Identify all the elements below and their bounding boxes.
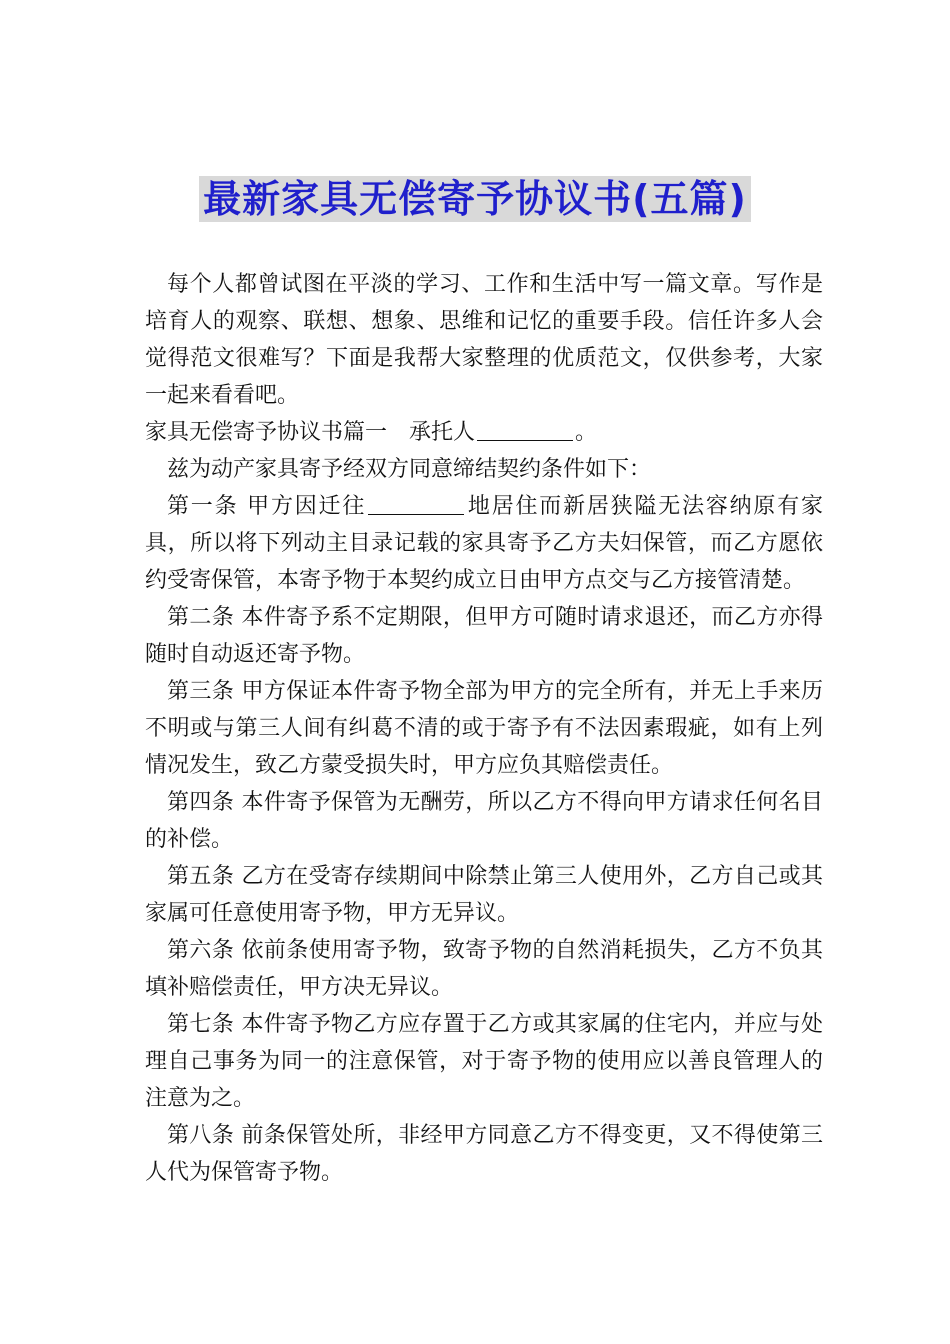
article-1-prefix: 第一条 甲方因迁往 <box>167 494 367 519</box>
document-title: 最新家具无偿寄予协议书(五篇) <box>199 176 751 222</box>
document-body <box>145 266 823 1191</box>
article-4: 第四条 本件寄予保管为无酬劳，所以乙方不得向甲方请求任何名目的补偿。 <box>145 790 823 852</box>
title-container <box>0 176 950 222</box>
article-2: 第二条 本件寄予系不定期限，但甲方可随时请求退还，而乙方亦得随时自动返还寄予物。 <box>145 605 823 667</box>
section-heading <box>145 414 823 451</box>
article-7: 第七条 本件寄予物乙方应存置于乙方或其家属的住宅内，并应与处理自己事务为同一的注意保管，对于寄予物的使用应以善良管理人的注意为之。 <box>145 1012 823 1111</box>
section-heading-prefix: 家具无偿寄予协议书篇一 承托人 <box>145 420 476 445</box>
section-heading-suffix: 。 <box>575 420 598 445</box>
article-8: 第八条 前条保管处所，非经甲方同意乙方不得变更，又不得使第三人代为保管寄予物。 <box>145 1123 823 1185</box>
destination-blank-line <box>368 494 464 515</box>
article-6: 第六条 依前条使用寄予物，致寄予物的自然消耗损失，乙方不负其填补赔偿责任，甲方决无异议。 <box>145 938 823 1000</box>
article-3: 第三条 甲方保证本件寄予物全部为甲方的完全所有，并无上手来历不明或与第三人间有纠葛不清的或于寄予有不法因素瑕疵，如有上列情况发生，致乙方蒙受损失时，甲方应负其赔偿责任。 <box>145 679 823 778</box>
article-5: 第五条 乙方在受寄存续期间中除禁止第三人使用外，乙方自己或其家属可任意使用寄予物，甲方无异议。 <box>145 864 823 926</box>
article-1-suffix: 地居住而新居狭隘无法容纳原有家具，所以将下列动主目录记载的家具寄予乙方夫妇保管，而乙方愿依约受寄保管，本寄予物于本契约成立日由甲方点交与乙方接管清楚。 <box>145 494 823 593</box>
article-1 <box>145 488 823 599</box>
intro-paragraph: 每个人都曾试图在平淡的学习、工作和生活中写一篇文章。写作是培育人的观察、联想、想象、思维和记忆的重要手段。信任许多人会觉得范文很难写？下面是我帮大家整理的优质范文，仅供参考，大家一起来看看吧。 <box>145 272 823 408</box>
preamble-paragraph: 兹为动产家具寄予经双方同意缔结契约条件如下： <box>167 457 652 482</box>
trustee-blank-line <box>477 420 573 441</box>
